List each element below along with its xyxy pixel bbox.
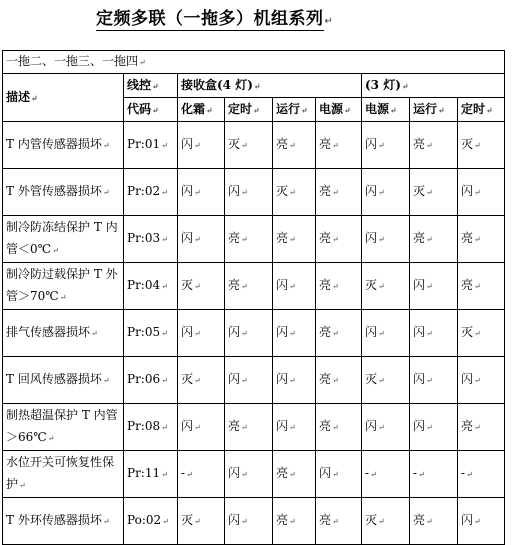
cell-mark-icon: ↵	[426, 517, 433, 526]
led-state: 灭	[276, 184, 289, 198]
cell-mark-icon: ↵	[474, 188, 481, 197]
led-state: 闪	[319, 466, 332, 480]
header-code: 代码	[127, 102, 152, 116]
header3-run-cell	[410, 98, 458, 122]
row-desc-cell	[3, 263, 124, 310]
row-code-cell	[124, 451, 178, 498]
led-state-cell	[316, 357, 362, 404]
led-state: 闪	[228, 325, 241, 339]
table-row	[3, 357, 505, 404]
row-desc: T 外环传感器损坏	[6, 513, 102, 527]
led-state-cell	[316, 216, 362, 263]
led-state-cell	[273, 451, 316, 498]
led-state-cell	[273, 498, 316, 545]
led-state-cell	[225, 498, 273, 545]
header-defrost: 化霜	[181, 102, 206, 116]
cell-mark-icon: ↵	[161, 282, 168, 291]
cell-mark-icon: ↵	[194, 235, 201, 244]
header-group-3: (3 灯)	[365, 78, 401, 92]
header-group-3-cell	[362, 74, 505, 98]
cell-mark-icon: ↵	[390, 105, 397, 115]
led-state: 亮	[319, 278, 332, 292]
cell-mark-icon: ↵	[289, 329, 296, 338]
row-code: Pr:04	[127, 278, 161, 292]
cell-mark-icon: ↵	[161, 376, 168, 385]
led-state: 闪	[461, 184, 474, 198]
cell-mark-icon: ↵	[332, 188, 339, 197]
row-desc: 排气传感器损坏	[6, 325, 91, 339]
led-state: 闪	[276, 372, 289, 386]
cell-mark-icon: ↵	[52, 246, 59, 255]
row-code-cell	[124, 498, 178, 545]
cell-mark-icon: ↵	[401, 81, 409, 91]
row-code-cell	[124, 122, 178, 169]
cell-mark-icon: ↵	[301, 105, 308, 115]
paragraph-mark-icon: ↵	[324, 16, 334, 27]
row-code-cell	[124, 357, 178, 404]
row-desc: 制冷防冻结保护 T 内管＜0℃	[6, 220, 118, 256]
row-desc: T 外管传感器损坏	[6, 184, 102, 198]
cell-mark-icon: ↵	[59, 293, 67, 302]
header3-timer: 定时	[461, 102, 486, 116]
led-state: 闪	[228, 184, 241, 198]
cell-mark-icon: ↵	[139, 58, 146, 67]
cell-mark-icon: ↵	[426, 329, 433, 338]
led-state: 闪	[365, 325, 378, 339]
cell-mark-icon: ↵	[332, 329, 339, 338]
cell-mark-icon: ↵	[289, 235, 296, 244]
table-subtitle: 一拖二、一拖三、一拖四	[6, 54, 139, 68]
led-state-cell	[362, 451, 410, 498]
cell-mark-icon: ↵	[289, 282, 296, 291]
led-state-cell	[362, 169, 410, 216]
led-state: 闪	[413, 372, 426, 386]
cell-mark-icon: ↵	[31, 93, 38, 103]
led-state: 闪	[276, 325, 289, 339]
led-state-cell	[225, 169, 273, 216]
cell-mark-icon: ↵	[418, 470, 425, 479]
led-state: 闪	[461, 513, 474, 527]
cell-mark-icon: ↵	[162, 517, 169, 526]
table-row	[3, 216, 505, 263]
row-code-cell	[124, 169, 178, 216]
cell-mark-icon: ↵	[474, 235, 481, 244]
led-state-cell	[225, 122, 273, 169]
led-state-cell	[178, 122, 225, 169]
led-state-cell	[410, 498, 458, 545]
header-receiver-4: 接收盒(4 灯)	[181, 78, 253, 92]
cell-mark-icon: ↵	[332, 141, 339, 150]
cell-mark-icon: ↵	[289, 470, 296, 479]
cell-mark-icon: ↵	[152, 81, 159, 91]
cell-mark-icon: ↵	[102, 376, 110, 385]
table-row	[3, 169, 505, 216]
header-timer: 定时	[228, 102, 253, 116]
cell-mark-icon: ↵	[289, 423, 296, 432]
led-state-cell	[362, 404, 410, 451]
document-title-text: 定频多联（一拖多）机组系列	[96, 9, 324, 29]
led-state-cell	[458, 216, 505, 263]
led-state: 亮	[276, 137, 289, 151]
led-state-cell	[178, 404, 225, 451]
led-state: 灭	[228, 137, 241, 151]
header-receiver-4-cell	[178, 74, 362, 98]
cell-mark-icon: ↵	[241, 376, 248, 385]
cell-mark-icon: ↵	[161, 141, 168, 150]
table-row	[3, 498, 505, 545]
led-state-cell	[458, 357, 505, 404]
table-row	[3, 122, 505, 169]
led-state-cell	[273, 310, 316, 357]
header-power-cell	[316, 98, 362, 122]
led-state: 灭	[181, 513, 194, 527]
cell-mark-icon: ↵	[206, 105, 213, 115]
led-state: 灭	[413, 184, 426, 198]
led-state: -	[365, 466, 370, 480]
row-code: Pr:02	[127, 184, 161, 198]
led-state-cell	[362, 310, 410, 357]
header-wired-control: 线控	[127, 78, 152, 92]
cell-mark-icon: ↵	[194, 141, 201, 150]
cell-mark-icon: ↵	[19, 481, 26, 490]
cell-mark-icon: ↵	[253, 105, 260, 115]
header-run: 运行	[276, 102, 301, 116]
cell-mark-icon: ↵	[378, 282, 385, 291]
document-title	[96, 4, 356, 29]
led-state-cell	[273, 357, 316, 404]
led-state-cell	[225, 451, 273, 498]
led-state: 灭	[365, 278, 378, 292]
cell-mark-icon: ↵	[474, 517, 481, 526]
led-state: -	[413, 466, 418, 480]
cell-mark-icon: ↵	[161, 470, 168, 479]
led-state-cell	[178, 357, 225, 404]
row-desc: T 内管传感器损坏	[6, 137, 102, 151]
led-state-cell	[410, 451, 458, 498]
led-state-cell	[410, 263, 458, 310]
cell-mark-icon: ↵	[241, 517, 248, 526]
table-row	[3, 310, 505, 357]
led-state-cell	[225, 310, 273, 357]
led-state: 亮	[276, 466, 289, 480]
led-state-cell	[273, 404, 316, 451]
cell-mark-icon: ↵	[378, 141, 385, 150]
cell-mark-icon: ↵	[426, 141, 433, 150]
cell-mark-icon: ↵	[241, 188, 248, 197]
led-state: 闪	[413, 325, 426, 339]
cell-mark-icon: ↵	[426, 235, 433, 244]
cell-mark-icon: ↵	[161, 329, 168, 338]
led-state-cell	[458, 169, 505, 216]
led-state-cell	[362, 216, 410, 263]
cell-mark-icon: ↵	[102, 517, 110, 526]
led-state-cell	[410, 310, 458, 357]
cell-mark-icon: ↵	[426, 282, 433, 291]
cell-mark-icon: ↵	[332, 423, 339, 432]
header-run-cell	[273, 98, 316, 122]
cell-mark-icon: ↵	[186, 470, 193, 479]
led-state: 闪	[181, 184, 194, 198]
header3-power: 电源	[365, 102, 390, 116]
led-state: 闪	[181, 419, 194, 433]
led-state-cell	[410, 216, 458, 263]
led-state: 闪	[276, 419, 289, 433]
cell-mark-icon: ↵	[241, 141, 248, 150]
row-code: Po:02	[127, 513, 162, 527]
header-timer-cell	[225, 98, 273, 122]
led-state: 亮	[461, 278, 474, 292]
led-state: 亮	[319, 372, 332, 386]
led-state-cell	[316, 404, 362, 451]
cell-mark-icon: ↵	[426, 423, 433, 432]
led-state-cell	[273, 263, 316, 310]
row-code-cell	[124, 310, 178, 357]
led-state: 灭	[365, 372, 378, 386]
row-code: Pr:11	[127, 466, 161, 480]
header-wired-control-cell	[124, 74, 178, 98]
cell-mark-icon: ↵	[378, 235, 385, 244]
led-state: 亮	[319, 137, 332, 151]
cell-mark-icon: ↵	[253, 81, 261, 91]
cell-mark-icon: ↵	[474, 423, 481, 432]
led-state: 亮	[319, 184, 332, 198]
header3-power-cell	[362, 98, 410, 122]
cell-mark-icon: ↵	[378, 188, 385, 197]
led-state-cell	[273, 216, 316, 263]
row-desc-cell	[3, 451, 124, 498]
row-desc: 制冷防过载保护 T 外管＞70℃	[6, 267, 118, 303]
led-state: 亮	[319, 231, 332, 245]
header-power: 电源	[319, 102, 344, 116]
cell-mark-icon: ↵	[194, 188, 201, 197]
led-state-cell	[410, 169, 458, 216]
led-state: 灭	[461, 325, 474, 339]
header3-run: 运行	[413, 102, 438, 116]
cell-mark-icon: ↵	[486, 105, 493, 115]
led-state: 灭	[461, 137, 474, 151]
led-state: 亮	[461, 231, 474, 245]
cell-mark-icon: ↵	[241, 329, 248, 338]
led-state-cell	[178, 451, 225, 498]
led-state: 亮	[413, 137, 426, 151]
led-state: 闪	[365, 419, 378, 433]
cell-mark-icon: ↵	[474, 282, 481, 291]
led-state: 亮	[413, 231, 426, 245]
cell-mark-icon: ↵	[161, 235, 168, 244]
table-subtitle-row	[3, 51, 505, 74]
led-state-cell	[458, 310, 505, 357]
cell-mark-icon: ↵	[47, 434, 55, 443]
led-state-cell	[225, 263, 273, 310]
led-state-cell	[458, 498, 505, 545]
led-state-cell	[362, 122, 410, 169]
led-state-cell	[316, 122, 362, 169]
row-code: Pr:06	[127, 372, 161, 386]
table-row	[3, 451, 505, 498]
cell-mark-icon: ↵	[466, 470, 473, 479]
cell-mark-icon: ↵	[332, 376, 339, 385]
cell-mark-icon: ↵	[289, 517, 296, 526]
cell-mark-icon: ↵	[332, 517, 339, 526]
cell-mark-icon: ↵	[161, 423, 168, 432]
led-state: -	[181, 466, 186, 480]
led-state-cell	[458, 451, 505, 498]
led-state-cell	[458, 404, 505, 451]
led-state: 闪	[276, 278, 289, 292]
led-state-cell	[225, 404, 273, 451]
led-state-cell	[316, 451, 362, 498]
row-desc-cell	[3, 310, 124, 357]
led-state: 亮	[413, 513, 426, 527]
cell-mark-icon: ↵	[194, 329, 201, 338]
led-state-cell	[316, 169, 362, 216]
led-state: 闪	[413, 278, 426, 292]
led-state-cell	[273, 169, 316, 216]
row-desc: 水位开关可恢复性保护	[6, 455, 115, 491]
led-state-cell	[316, 263, 362, 310]
led-state: 闪	[181, 325, 194, 339]
cell-mark-icon: ↵	[370, 470, 377, 479]
row-desc: T 回风传感器损坏	[6, 372, 102, 386]
cell-mark-icon: ↵	[378, 517, 385, 526]
cell-mark-icon: ↵	[474, 141, 481, 150]
cell-mark-icon: ↵	[426, 376, 433, 385]
led-state-cell	[362, 498, 410, 545]
header-desc-cell	[3, 74, 124, 122]
cell-mark-icon: ↵	[152, 105, 159, 115]
led-state: 亮	[228, 278, 241, 292]
cell-mark-icon: ↵	[241, 423, 248, 432]
led-state: 闪	[365, 137, 378, 151]
cell-mark-icon: ↵	[194, 282, 201, 291]
row-code-cell	[124, 404, 178, 451]
led-state: 亮	[319, 513, 332, 527]
cell-mark-icon: ↵	[91, 329, 98, 338]
cell-mark-icon: ↵	[289, 376, 296, 385]
led-state-cell	[225, 357, 273, 404]
table-row	[3, 263, 505, 310]
led-state-cell	[362, 263, 410, 310]
led-state: 闪	[413, 419, 426, 433]
led-state: 灭	[181, 278, 194, 292]
row-desc: 制热超温保护 T 内管＞66℃	[6, 408, 118, 444]
led-state: 闪	[228, 466, 241, 480]
led-state-cell	[178, 498, 225, 545]
row-code: Pr:05	[127, 325, 161, 339]
led-state-cell	[178, 169, 225, 216]
cell-mark-icon: ↵	[474, 376, 481, 385]
cell-mark-icon: ↵	[332, 235, 339, 244]
led-state-cell	[225, 216, 273, 263]
led-state: 亮	[319, 325, 332, 339]
led-state: -	[461, 466, 466, 480]
cell-mark-icon: ↵	[102, 188, 110, 197]
led-state: 亮	[319, 419, 332, 433]
led-state: 闪	[228, 513, 241, 527]
header3-timer-cell	[458, 98, 505, 122]
row-code: Pr:03	[127, 231, 161, 245]
cell-mark-icon: ↵	[474, 329, 481, 338]
header-code-cell	[124, 98, 178, 122]
led-state-cell	[410, 404, 458, 451]
cell-mark-icon: ↵	[194, 517, 201, 526]
cell-mark-icon: ↵	[194, 376, 201, 385]
row-code: Pr:01	[127, 137, 161, 151]
led-state-cell	[316, 498, 362, 545]
row-desc-cell	[3, 357, 124, 404]
led-state: 灭	[365, 513, 378, 527]
led-state-cell	[410, 357, 458, 404]
header-defrost-cell	[178, 98, 225, 122]
row-desc-cell	[3, 169, 124, 216]
led-state-cell	[178, 263, 225, 310]
led-state: 亮	[276, 513, 289, 527]
cell-mark-icon: ↵	[194, 423, 201, 432]
row-desc-cell	[3, 122, 124, 169]
led-state: 闪	[365, 184, 378, 198]
led-state: 闪	[365, 231, 378, 245]
led-state: 闪	[181, 137, 194, 151]
header-row-1	[3, 74, 505, 98]
cell-mark-icon: ↵	[289, 141, 296, 150]
cell-mark-icon: ↵	[289, 188, 296, 197]
cell-mark-icon: ↵	[344, 105, 351, 115]
table-subtitle-cell	[3, 51, 505, 74]
error-code-table	[2, 50, 505, 545]
led-state-cell	[178, 216, 225, 263]
led-state: 亮	[228, 231, 241, 245]
cell-mark-icon: ↵	[438, 105, 445, 115]
cell-mark-icon: ↵	[102, 141, 110, 150]
led-state-cell	[178, 310, 225, 357]
row-desc-cell	[3, 216, 124, 263]
row-desc-cell	[3, 498, 124, 545]
row-desc-cell	[3, 404, 124, 451]
cell-mark-icon: ↵	[378, 423, 385, 432]
led-state-cell	[316, 310, 362, 357]
table-row	[3, 404, 505, 451]
led-state: 闪	[181, 231, 194, 245]
led-state: 亮	[276, 231, 289, 245]
led-state: 闪	[228, 372, 241, 386]
cell-mark-icon: ↵	[378, 329, 385, 338]
led-state-cell	[458, 263, 505, 310]
led-state-cell	[410, 122, 458, 169]
led-state: 闪	[461, 372, 474, 386]
cell-mark-icon: ↵	[332, 470, 339, 479]
cell-mark-icon: ↵	[241, 470, 248, 479]
led-state: 亮	[228, 419, 241, 433]
cell-mark-icon: ↵	[332, 282, 339, 291]
row-code: Pr:08	[127, 419, 161, 433]
led-state: 灭	[181, 372, 194, 386]
header-desc: 描述	[6, 90, 31, 104]
cell-mark-icon: ↵	[161, 188, 168, 197]
cell-mark-icon: ↵	[378, 376, 385, 385]
cell-mark-icon: ↵	[241, 235, 248, 244]
row-code-cell	[124, 263, 178, 310]
row-code-cell	[124, 216, 178, 263]
led-state-cell	[362, 357, 410, 404]
cell-mark-icon: ↵	[241, 282, 248, 291]
led-state-cell	[273, 122, 316, 169]
led-state: 亮	[461, 419, 474, 433]
cell-mark-icon: ↵	[426, 188, 433, 197]
led-state-cell	[458, 122, 505, 169]
